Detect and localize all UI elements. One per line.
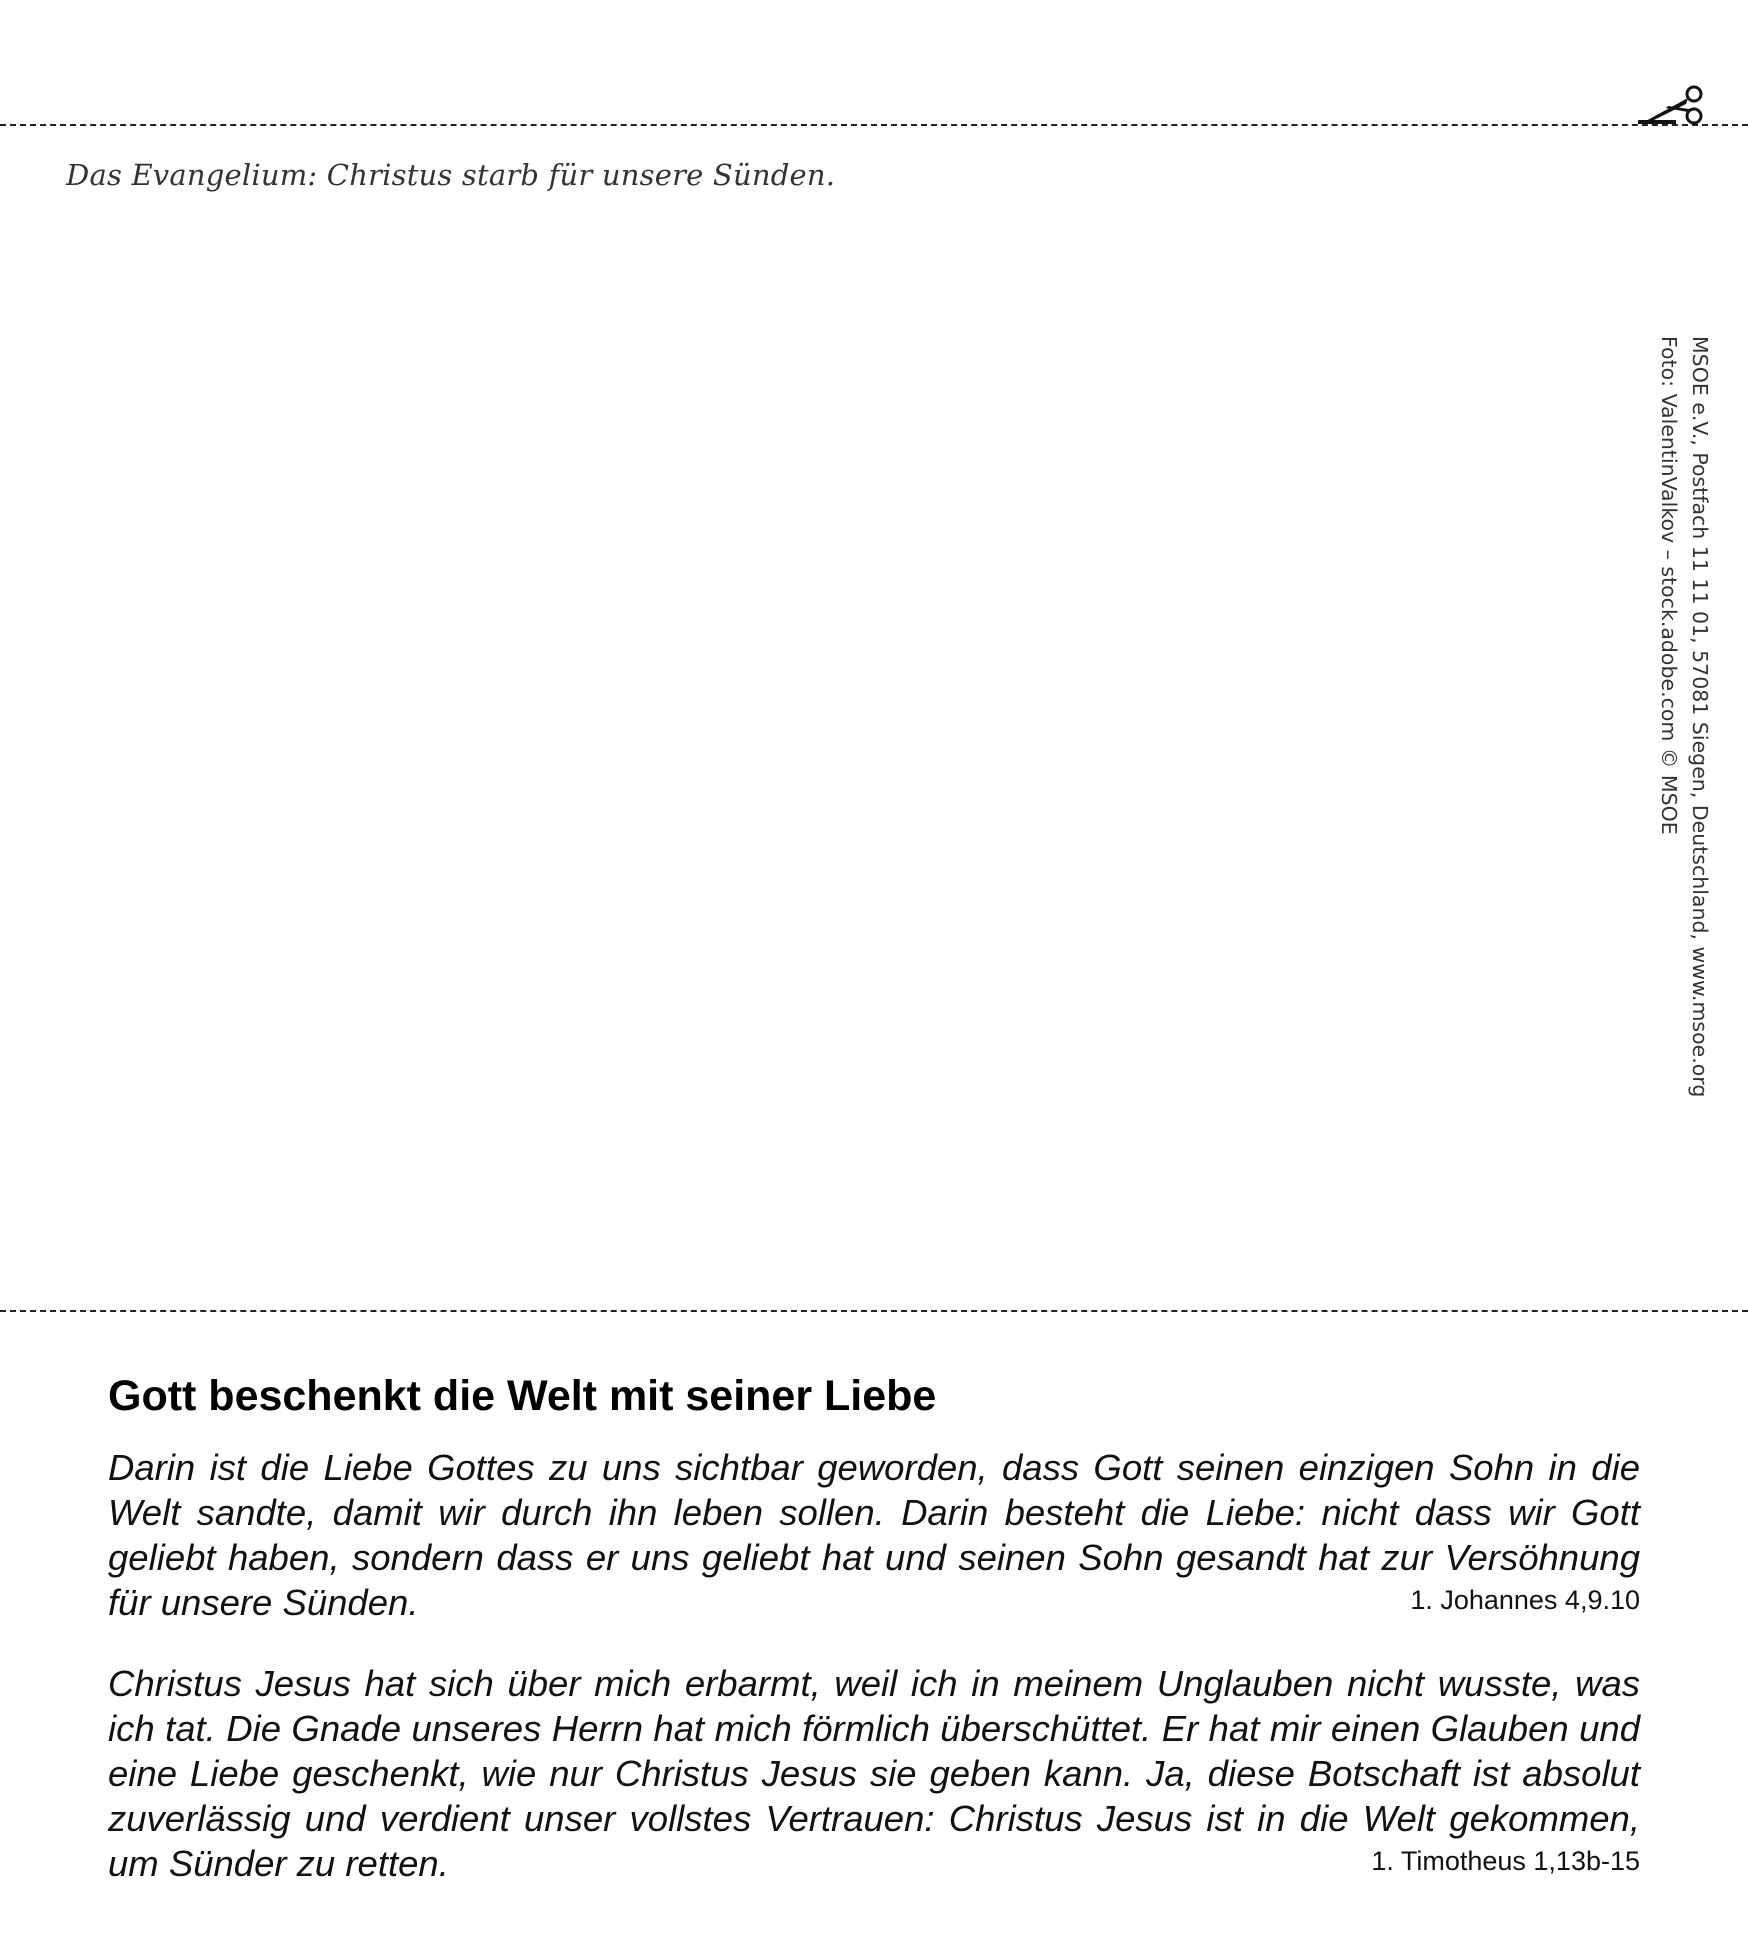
verse-reference: 1. Johannes 4,9.10	[1410, 1585, 1640, 1615]
verse-text: Darin ist die Liebe Gottes zu uns sichtbar geworden, dass Gott seinen einzigen Sohn in die Welt sandte, damit wir durch ihn leben sollen. Darin besteht die Liebe: nicht dass wir Gott geliebt haben, sondern dass er uns geliebt hat und seinen Sohn gesandt hat zur Versöhnung für unsere Sünden.	[108, 1447, 1640, 1623]
verse-timotheus	[108, 1661, 1640, 1886]
verse-reference: 1. Timotheus 1,13b-15	[1371, 1846, 1640, 1876]
photo-credit	[1645, 336, 1715, 1116]
verse-johannes	[108, 1445, 1640, 1625]
credit-address: MSOE e.V., Postfach 11 11 01, 57081 Siegen, Deutschland, www.msoe.org	[1688, 336, 1712, 1098]
tagline: Das Evangelium: Christus starb für unsere Sünden.	[66, 158, 836, 192]
scissors-icon	[1636, 82, 1708, 128]
credit-photo: Foto: ValentinValkov – stock.adobe.com © MSOE	[1657, 336, 1681, 835]
headline: Gott beschenkt die Welt mit seiner Liebe	[108, 1372, 937, 1420]
verse-text: Christus Jesus hat sich über mich erbarmt, weil ich in meinem Unglauben nicht wusste, was ich tat. Die Gnade unseres Herrn hat mich förmlich überschüttet. Er hat mir einen Glauben und eine Liebe geschenkt, wie nur Christus Jesus sie geben kann. Ja, diese Botschaft ist absolut zuverlässig und verdient unser vollstes Vertrauen: Christus Jesus ist in die Welt gekommen, um Sünder zu retten.	[108, 1663, 1640, 1884]
cut-line-top	[0, 124, 1748, 126]
cut-line-bottom	[0, 1310, 1748, 1312]
verse-section	[108, 1372, 1640, 1922]
